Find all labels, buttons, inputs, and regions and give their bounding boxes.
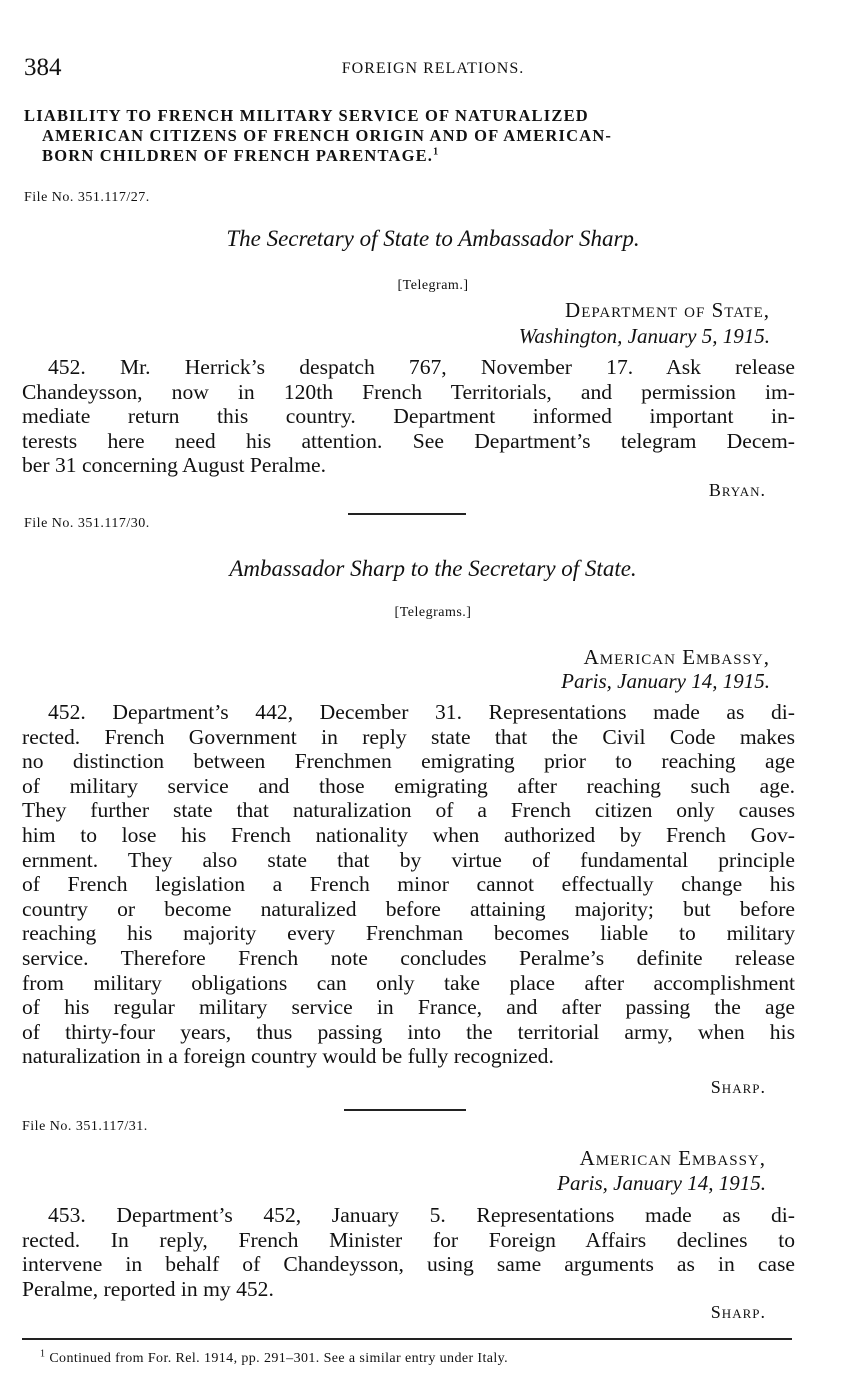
body-line: 452. Mr. Herrick’s despatch 767, November 17. Ask release (48, 355, 795, 379)
body-line: intervene in behalf of Chandeysson, using same arguments as in case (22, 1252, 795, 1277)
body-line: country or become naturalized before attaining majority; but before (22, 896, 795, 921)
body-line: service. Therefore French note concludes Peralme’s definite release (22, 945, 795, 970)
file-number: File No. 351.117/30. (24, 516, 150, 531)
dateline-organization: American Embassy, (579, 1146, 766, 1170)
body-line: rected. French Government in reply state that the Civil Code makes (22, 724, 795, 749)
signature: Sharp. (710, 1302, 766, 1322)
running-title: FOREIGN RELATIONS. (341, 60, 525, 77)
page-number: 384 (24, 54, 62, 81)
section-title-text: BORN CHILDREN OF FRENCH PARENTAGE. (42, 146, 434, 165)
body-line: Chandeysson, now in 120th French Territorials, and permission im- (22, 379, 795, 404)
document-type-note: [Telegram.] (397, 278, 469, 293)
body-line: 452. Department’s 442, December 31. Representations made as di- (48, 700, 795, 724)
body-line: 453. Department’s 452, January 5. Representations made as di- (48, 1203, 795, 1227)
body-line: rected. In reply, French Minister for Foreign Affairs declines to (22, 1227, 795, 1252)
body-line: him to lose his French nationality when authorized by French Gov- (22, 822, 795, 847)
document-heading: The Secretary of State to Ambassador Sharp. (226, 226, 640, 251)
file-number: File No. 351.117/27. (24, 190, 150, 205)
body-line: of thirty-four years, thus passing into the territorial army, when his (22, 1019, 795, 1044)
document-body (22, 1203, 795, 1301)
dateline-organization: American Embassy, (583, 645, 770, 669)
document-heading: Ambassador Sharp to the Secretary of State. (229, 556, 637, 581)
footnote (40, 1348, 509, 1367)
footnote-marker: 1 (40, 1348, 46, 1360)
footnote-rule (22, 1338, 792, 1340)
signature: Bryan. (708, 480, 766, 500)
body-line: They further state that naturalization of a French citizen only causes (22, 798, 795, 823)
document-body (22, 700, 795, 1069)
body-line: Peralme, reported in my 452. (22, 1276, 274, 1301)
section-divider (348, 513, 466, 515)
section-title (24, 106, 800, 166)
body-line: reaching his majority every Frenchman becomes liable to military (22, 921, 795, 946)
body-line: of his regular military service in France, and after passing the age (22, 995, 795, 1020)
body-line: terests here need his attention. See Department’s telegram Decem- (22, 428, 795, 453)
footnote-text: Continued from For. Rel. 1914, pp. 291–301. See a similar entry under Italy. (49, 1351, 509, 1366)
body-line: naturalization in a foreign country would be fully recognized. (22, 1044, 554, 1069)
body-line: of French legislation a French minor cannot effectually change his (22, 872, 795, 897)
footnote-reference: 1 (433, 146, 440, 158)
dateline-place-date: Washington, January 5, 1915. (518, 324, 770, 348)
body-line: from military obligations can only take place after accomplishment (22, 970, 795, 995)
body-line: of military service and those emigrating after reaching such age. (22, 773, 795, 798)
file-number: File No. 351.117/31. (22, 1119, 148, 1134)
body-line: ber 31 concerning August Peralme. (22, 453, 327, 478)
body-line: ernment. They also state that by virtue of fundamental principle (22, 847, 795, 872)
body-line: no distinction between Frenchmen emigrating prior to reaching age (22, 749, 795, 774)
body-line: mediate return this country. Department informed important in- (22, 404, 795, 429)
dateline-organization: Department of State, (565, 298, 770, 322)
section-divider (344, 1109, 466, 1111)
section-title-line (24, 146, 800, 166)
section-title-line: AMERICAN CITIZENS OF FRENCH ORIGIN AND OF AMERICAN- (42, 126, 613, 145)
dateline-place-date: Paris, January 14, 1915. (561, 669, 770, 693)
section-title-line: LIABILITY TO FRENCH MILITARY SERVICE OF NATURALIZED (24, 106, 589, 125)
document-body (22, 355, 795, 478)
dateline-place-date: Paris, January 14, 1915. (557, 1171, 766, 1195)
document-type-note: [Telegrams.] (394, 605, 472, 620)
signature: Sharp. (710, 1077, 766, 1097)
